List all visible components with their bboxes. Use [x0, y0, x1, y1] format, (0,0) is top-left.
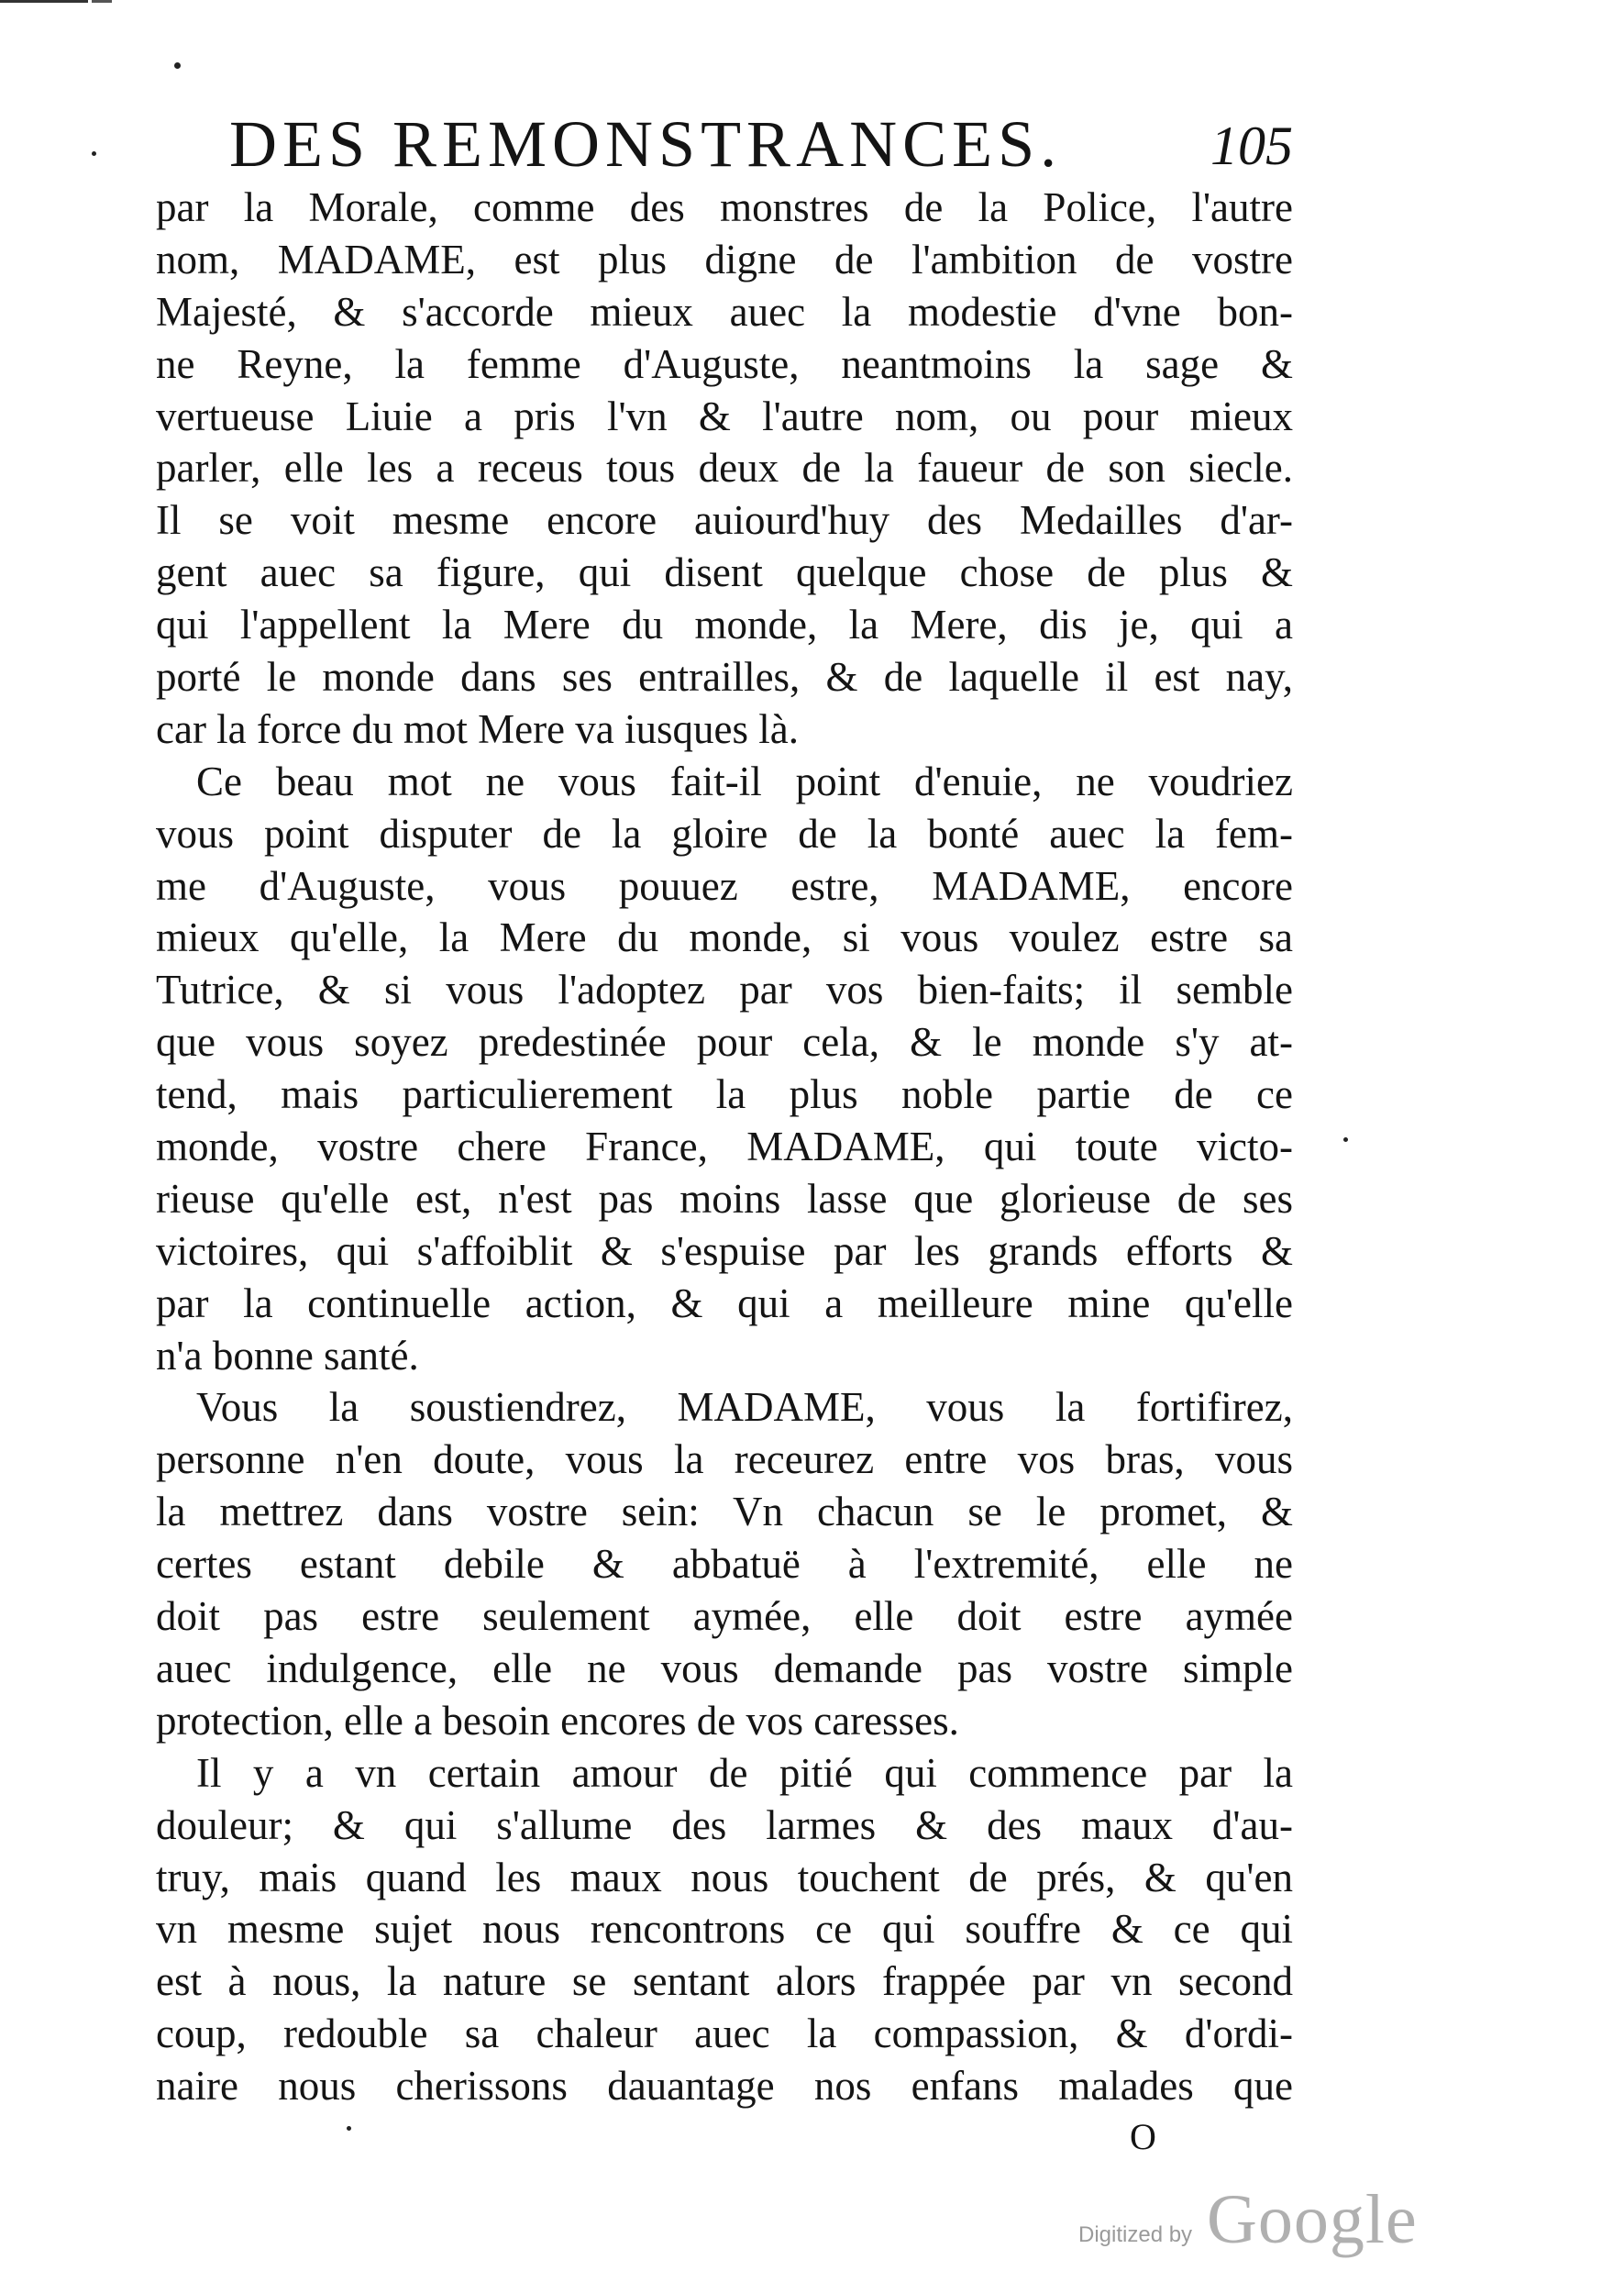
text-line: me d'Auguste, vous pouuez estre, MADAME, encore: [156, 862, 1293, 909]
text-line: rieuse qu'elle est, n'est pas moins lasse que glorieuse de ses: [156, 1175, 1293, 1222]
text-line: parler, elle les a receus tous deux de la faueur de son siecle.: [156, 445, 1293, 492]
text-line: la mettrez dans vostre sein: Vn chacun se le promet, &: [156, 1489, 1293, 1535]
text-line: victoires, qui s'affoiblit & s'espuise par les grands efforts &: [156, 1227, 1293, 1274]
text-line: porté le monde dans ses entrailles, & de laquelle il est nay,: [156, 654, 1293, 701]
text-line: par la Morale, comme des monstres de la Police, l'autre: [156, 184, 1293, 230]
text-line: personne n'en doute, vous la receurez entre vos bras, vous: [156, 1436, 1293, 1483]
text-line: Il y a vn certain amour de pitié qui commence par la: [196, 1749, 1293, 1796]
text-line: monde, vostre chere France, MADAME, qui toute victo-: [156, 1124, 1293, 1170]
text-line: auec indulgence, elle ne vous demande pas vostre simple: [156, 1645, 1293, 1691]
text-line: car la force du mot Mere va iusques là.: [156, 705, 799, 752]
text-line: nom, MADAME, est plus digne de l'ambition de vostre: [156, 236, 1293, 282]
text-line: certes estant debile & abbatuë à l'extremité, elle ne: [156, 1541, 1293, 1588]
text-line: vertueuse Liuie a pris l'vn & l'autre nom, ou pour mieux: [156, 393, 1293, 439]
watermark-prefix: Digitized by: [1078, 2222, 1193, 2247]
text-line: par la continuelle action, & qui a meilleure mine qu'elle: [156, 1279, 1293, 1326]
digitized-watermark: [1078, 2178, 1427, 2261]
ink-speck: [347, 2126, 351, 2131]
text-line: gent auec sa figure, qui disent quelque chose de plus &: [156, 549, 1293, 596]
text-line: est à nous, la nature se sentant alors frappée par vn second: [156, 1958, 1293, 2005]
ink-speck: [1343, 1137, 1348, 1142]
text-line: ne Reyne, la femme d'Auguste, neantmoins la sage &: [156, 340, 1293, 387]
google-logo: Google: [1207, 2181, 1418, 2258]
text-line: mieux qu'elle, la Mere du monde, si vous voulez estre sa: [156, 914, 1293, 961]
text-line: doit pas estre seulement aymée, elle doit estre aymée: [156, 1593, 1293, 1640]
page-edge-rule: [0, 0, 88, 3]
page-header: [183, 103, 1293, 185]
text-line: Vous la soustiendrez, MADAME, vous la fortifirez,: [196, 1384, 1293, 1431]
text-line: douleur; & qui s'allume des larmes & des maux d'au-: [156, 1801, 1293, 1848]
text-line: tend, mais particulierement la plus noble partie de ce: [156, 1071, 1293, 1118]
ink-speck: [174, 62, 181, 69]
text-line: Tutrice, & si vous l'adoptez par vos bien-faits; il semble: [156, 967, 1293, 1014]
text-line: que vous soyez predestinée pour cela, & le monde s'y at-: [156, 1019, 1293, 1066]
body-text: [156, 182, 1293, 2112]
page-number: 105: [1210, 116, 1293, 176]
text-line: Il se voit mesme encore auiourd'huy des Medailles d'ar-: [156, 497, 1293, 544]
text-line: protection, elle a besoin encores de vos caresses.: [156, 1697, 959, 1744]
text-line: naire nous cherissons dauantage nos enfans malades que: [156, 2063, 1293, 2110]
text-line: vn mesme sujet nous rencontrons ce qui souffre & ce qui: [156, 1906, 1293, 1953]
text-line: n'a bonne santé.: [156, 1332, 419, 1379]
text-line: Majesté, & s'accorde mieux auec la modestie d'vne bon-: [156, 288, 1293, 335]
signature-mark: O: [1130, 2116, 1156, 2157]
running-title: DES REMONSTRANCES.: [229, 107, 1063, 181]
text-line: coup, redouble sa chaleur auec la compassion, & d'ordi-: [156, 2011, 1293, 2057]
ink-speck: [92, 151, 96, 156]
text-line: Ce beau mot ne vous fait-il point d'enuie, ne voudriez: [196, 758, 1293, 804]
text-line: vous point disputer de la gloire de la bonté auec la fem-: [156, 810, 1293, 857]
text-line: truy, mais quand les maux nous touchent de prés, & qu'en: [156, 1854, 1293, 1900]
text-line: qui l'appellent la Mere du monde, la Mere, dis je, qui a: [156, 602, 1293, 648]
